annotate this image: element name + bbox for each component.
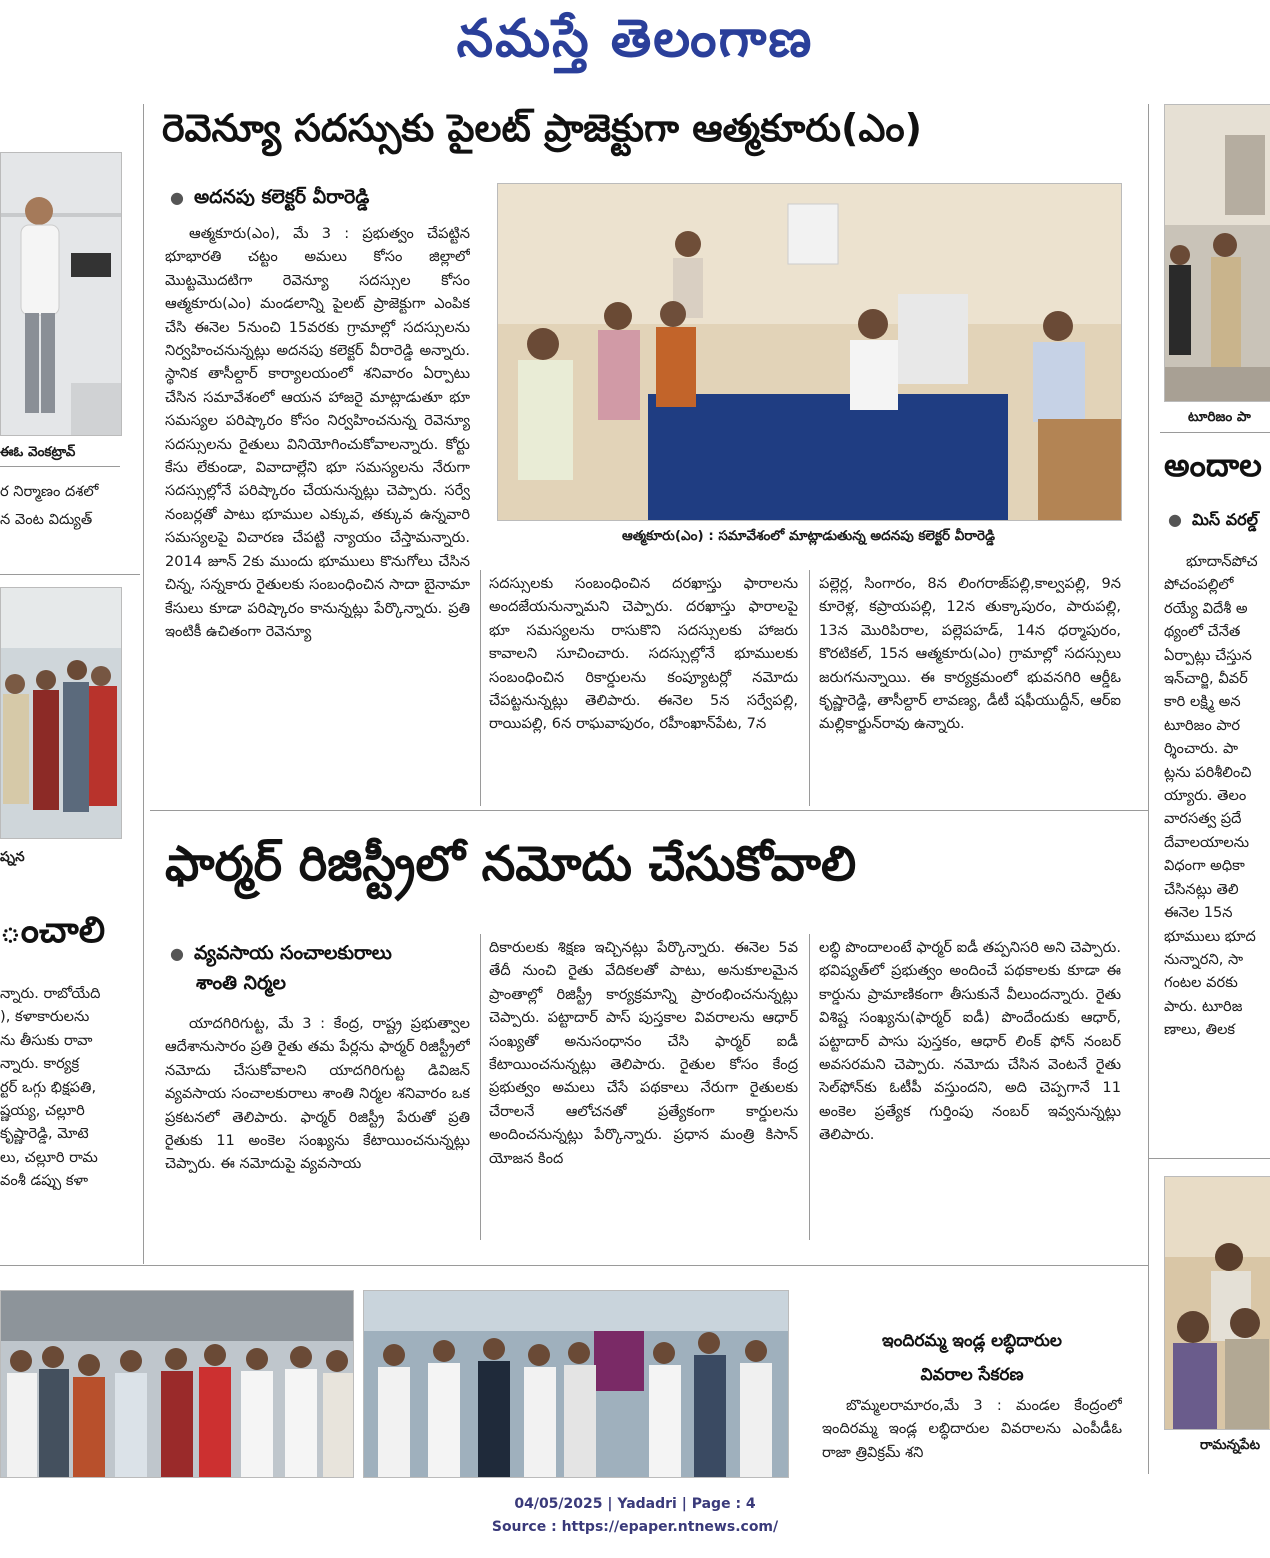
right-line: ణాలు, తిలక — [1164, 1021, 1236, 1039]
story1-col-rule-2 — [809, 570, 810, 806]
bottom-photo-middle — [363, 1290, 789, 1478]
bottom-photo-left — [0, 1290, 354, 1478]
story2-body-1: యాదగిరిగుట్ట, మే 3 : కేంద్ర, రాష్ట్ర ప్రభుత్వాల ఆదేశానుసారం ప్రతి రైతు తమ పేర్లను ఫార్మర్ రిజిస్ట్రీలో నమోదు చేసుకోవాలని యాదగిరిగుట్ట డివిజన్ వ్యవసాయ సంచాలకురాలు శాంతి నిర్మల శనివారం ఒక ప్రకటనలో తెలిపారు. ఫార్మర్ రిజిస్ట్రీ పేరుతో ప్రతి రైతుకు 11 అంకెల సంఖ్యను కేటాయించనున్నట్లు చెప్పారు. ఈ నమోదుపై వ్యవసాయ — [165, 1015, 470, 1173]
left-headline-fragment: ంచాలి — [0, 910, 106, 951]
villagers-photo-image — [1165, 1177, 1270, 1429]
left-line: వంశీ డప్పు కళా — [0, 1172, 89, 1190]
right-rule-1 — [1160, 432, 1270, 433]
left-line: న వెంట విద్యుత్ — [0, 511, 93, 528]
right-line: ఏర్పాట్లు చేస్తున — [1164, 646, 1252, 664]
left-column-rule — [143, 104, 144, 1264]
right-photo-bottom — [1164, 1176, 1270, 1430]
story1-body-3: పల్లెర్ల, సింగారం, 8న లింగరాజ్‌పల్లి,కాల్వపల్లి, 9న కూరెళ్ల, కప్రాయపల్లి, 12న తుక్కాపురం, పారుపల్లి, 13న మొరిపిరాల, పల్లెపహడ్, 14న ధర్మాపురం, కొరటికల్, 15న ఆత్మకూరు(ఎం) గ్రామాల్లో సదస్సులు జరుగనున్నాయి. ఈ కార్యక్రమంలో భువనగిరి ఆర్డీఓ కృష్ణారెడ్డి, తాసీల్దార్ లావణ్య, డీటీ షఫీయుద్దీన్, ఆర్ఐ మల్లికార్జున్‌రావు ఉన్నారు. — [819, 575, 1121, 733]
right-line: ర్శించారు. పా — [1164, 740, 1239, 758]
story1-column-2 — [489, 572, 798, 806]
story2-col-rule-2 — [809, 934, 810, 1240]
person-walking-image — [1, 153, 121, 435]
right-line: భూదాన్‌పోచ — [1186, 553, 1258, 570]
group-photo-image — [1, 1291, 353, 1477]
story1-headline: రెవెన్యూ సదస్సుకు పైలట్ ప్రాజెక్టుగా ఆత్మకూరు(ఎం) — [162, 106, 922, 150]
story3-headline — [822, 1324, 1122, 1392]
story2-body-2: దికారులకు శిక్షణ ఇచ్చినట్లు పేర్కొన్నారు. ఈనెల 5వ తేదీ నుంచి రైతు వేదికలతో పాటు, అనుకూలమైన ప్రాంతాల్లో రిజిస్ట్రీ కార్యక్రమాన్ని ప్రారంభించనున్నట్లు చెప్పారు. పట్టాదార్ పాస్ పుస్తకాల వివరాలను ఆధార్ సంఖ్యతో అనుసంధానం చేసి ఫార్మర్ ఐడీ కేటాయించనున్నట్లు తెలిపారు. రైతుల కోసం కేంద్ర ప్రభుత్వం అమలు చేసే పథకాలు నేరుగా రైతులకు చేరాలనే ఆలోచనతో ప్రత్యేకంగా కార్డులను అందించనున్నట్లు పేర్కొన్నారు. ప్రధాన మంత్రి కిసాన్ యోజన కింద — [489, 939, 798, 1167]
story2-bottom-rule — [0, 1265, 1148, 1266]
right-line: పారు. టూరిజ — [1164, 997, 1243, 1015]
left-line: న్నారు. రాబోయేది — [0, 985, 101, 1002]
left-line: ర నిర్మాణం దశలో — [0, 483, 99, 500]
right-line: థ్యంలో చేనేత — [1164, 623, 1241, 641]
newspaper-masthead — [0, 0, 1270, 92]
left-photo-top — [0, 152, 122, 436]
right-column-fragment — [1164, 550, 1270, 1042]
right-line: రయ్యే విదేశీ అ — [1164, 599, 1248, 617]
right-line: చేసినట్లు తెలి — [1164, 880, 1239, 898]
right-caption-1: టూరిజం పా — [1188, 409, 1251, 425]
left-line: ష్ణయ్య, చల్లూరి — [0, 1102, 85, 1120]
left-rule-1 — [0, 466, 120, 467]
story2-body-3: లబ్ధి పొందాలంటే ఫార్మర్ ఐడీ తప్పనిసరి అని చెప్పారు. భవిష్యత్‌లో ప్రభుత్వం అందించే పథకాలకు కూడా ఈ కార్డును ప్రామాణికంగా తీసుకునే వీలుందన్నారు. రైతు విశిష్ట సంఖ్యను(ఫార్మర్ ఐడీ) పొందేందుకు ఆధార్, పట్టాదార్ పాసు పుస్తకం, ఆధార్ లింక్ ఫోన్ నంబర్ అవసరమని చెప్పారు. నమోదు చేసిన వెంటనే రైతు సెల్‌ఫోన్‌కు ఓటీపీ వస్తుందని, అది చెప్పగానే 11 అంకెల ప్రత్యేక గుర్తింపు నంబర్ ఇవ్వనున్నట్లు తెలిపారు. — [819, 939, 1121, 1144]
right-photo-top — [1164, 104, 1270, 402]
footer-source-link[interactable]: Source : https://epaper.ntnews.com/ — [491, 1519, 779, 1535]
masthead-title: నమస్తే తెలంగాణ — [456, 8, 814, 69]
story2-headline: ఫార్మర్ రిజిస్ట్రీలో నమోదు చేసుకోవాలి — [165, 836, 857, 892]
story3-column — [822, 1394, 1122, 1474]
group-photo-image — [1, 588, 121, 838]
right-line: పోచంపల్లిలో — [1164, 576, 1234, 594]
story3-body: బొమ్మలరామారం,మే 3 : మండల కేంద్రంలో ఇందిరమ్మ ఇండ్ల లబ్ధిదారుల వివరాలను ఎంపీడీఓ రాజా త్రివిక్రమ్ శని — [822, 1397, 1122, 1461]
group-photo-image — [364, 1291, 788, 1477]
story1-subhead: ● అదనపు కలెక్టర్ వీరారెడ్డి — [170, 186, 369, 213]
left-column-fragment — [0, 982, 122, 1193]
story2-column-2 — [489, 936, 798, 1241]
right-line: విధంగా అధికా — [1164, 857, 1245, 875]
story1-body-1: ఆత్మకూరు(ఎం), మే 3 : ప్రభుత్వం చేపట్టిన భూభారతి చట్టం అమలు కోసం జిల్లాలో మొట్టమొదటిగా రెవెన్యూ సదస్సుల కోసం ఆత్మకూరు(ఎం) మండలాన్ని పైలట్ ప్రాజెక్టుగా ఎంపిక చేసి ఈనెల 5నుంచి 15వరకు గ్రామాల్లో సదస్సులను నిర్వహించనున్నట్లు అదనపు కలెక్టర్ వీరారెడ్డి అన్నారు. స్థానిక తాసీల్దార్ కార్యాలయంలో శనివారం ఏర్పాటు చేసిన సమావేశంలో ఆయన హాజరై మాట్లాడుతూ భూ సమస్యల పరిష్కారం కోసం నిర్వహించనున్న రెవెన్యూ సదస్సులను రైతులు వినియోగించుకోవాలన్నారు. కోర్టు కేసు లేకుండా, వివాదాల్లేని భూ సమస్యలను నేరుగా సదస్సుల్లోనే పరిష్కారం చేయనున్నట్లు చెప్పారు. సర్వే నంబర్లతో పాటు భూముల ఎక్కువ, తక్కువ ఉన్నవారి సమస్యలపై విచారణ చేపట్టి న్యాయం చేస్తామన్నారు. 2014 జూన్ 2కు ముందు భూములు కొనుగోలు చేసిన చిన్న, సన్నకారు రైతులకు సంబంధించిన సాదా బైనామా కేసులు కూడా పరిష్కారం కానున్నట్లు పేర్కొన్నారు. ప్రతి ఇంటికీ ఉచితంగా రెవెన్యూ — [165, 225, 470, 640]
story2-column-3 — [819, 936, 1121, 1241]
right-line: దేవాలయాలను — [1164, 833, 1250, 851]
right-line: గంటల వరకు — [1164, 974, 1238, 992]
right-line: ట్లను పరిశీలించి — [1164, 763, 1252, 781]
right-line: కారి లక్ష్మి అన — [1164, 693, 1241, 711]
story1-column-1 — [165, 222, 470, 807]
right-line: వారసత్వ ప్రదే — [1164, 810, 1242, 828]
story1-col-rule-1 — [480, 570, 481, 806]
right-line: య్యారు. తెలం — [1164, 787, 1247, 805]
left-line: ), కళాకారులను — [0, 1008, 90, 1026]
right-subhead-fragment: ● మిస్ వరల్డ్ — [1168, 510, 1258, 533]
left-line: కృష్ణారెడ్డి, మోటె — [0, 1125, 89, 1143]
police-officer-image — [1165, 105, 1270, 401]
right-headline-fragment: అందాల — [1164, 446, 1262, 484]
story1-photo-caption: ఆత్మకూరు(ఎం) : సమావేశంలో మాట్లాడుతున్న అదనపు కలెక్టర్ వీరారెడ్డి — [622, 528, 995, 544]
right-line: టూరిజం పార — [1164, 716, 1241, 734]
story1-photo — [497, 183, 1122, 521]
footer-date-edition: 04/05/2025 | Yadadri | Page : 4 — [514, 1496, 756, 1512]
right-line: ఈనెల 15న — [1164, 904, 1233, 922]
story1-column-3 — [819, 572, 1121, 806]
right-line: నున్నారని, సా — [1164, 950, 1244, 968]
right-line: భూములు భూద — [1164, 927, 1256, 945]
meeting-photo-image — [498, 184, 1121, 520]
story1-bottom-rule — [150, 810, 1148, 811]
story2-column-1 — [165, 1012, 470, 1234]
story2-subhead-line1: ● వ్యవసాయ సంచాలకురాలు — [170, 942, 392, 969]
left-line: ర్టర్ ఒగ్గు భిక్షపతి, — [0, 1078, 97, 1096]
right-line: ఇన్‌చార్జి, వీవర్ — [1164, 670, 1248, 688]
left-photo-bottom — [0, 587, 122, 839]
left-line: లు, చల్లూరి రామ — [0, 1148, 98, 1166]
right-rule-2 — [1148, 1158, 1270, 1159]
right-caption-2: రామన్నపేట — [1200, 1437, 1261, 1453]
left-caption-2: ష్నన — [0, 849, 25, 865]
story3-headline-line2: వివరాల సేకరణ — [920, 1365, 1024, 1385]
story2-col-rule-1 — [480, 934, 481, 1240]
right-column-rule — [1148, 104, 1149, 1474]
left-caption-1: ఈఓ వెంకట్రావ్ — [0, 444, 76, 460]
story1-body-2: సదస్సులకు సంబంధించిన దరఖాస్తు ఫారాలను అందజేయనున్నామని చెప్పారు. దరఖాస్తు ఫారాలపై భూ సమస్యలను రాసుకొని సదస్సులకు హాజరు కావాలని సూచించారు. సదస్సుల్లోనే భూములకు సంబంధించిన రికార్డులను కంప్యూటర్లో నమోదు చేపట్టనున్నట్లు తెలిపారు. ఈనెల 5న సర్వేపల్లి, రాయిపల్లి, 6న రాఘవాపురం, రహీంఖాన్‌పేట, 7న — [489, 575, 798, 733]
left-rule-2 — [0, 574, 140, 575]
left-line: న్నారు. కార్యక్ర — [0, 1055, 80, 1073]
left-line: ను తీసుకు రావా — [0, 1031, 93, 1049]
story3-headline-line1: ఇందిరమ్మ ఇండ్ల లబ్ధిదారుల — [881, 1331, 1062, 1351]
story2-subhead-line2: శాంతి నిర్మల — [196, 972, 286, 994]
